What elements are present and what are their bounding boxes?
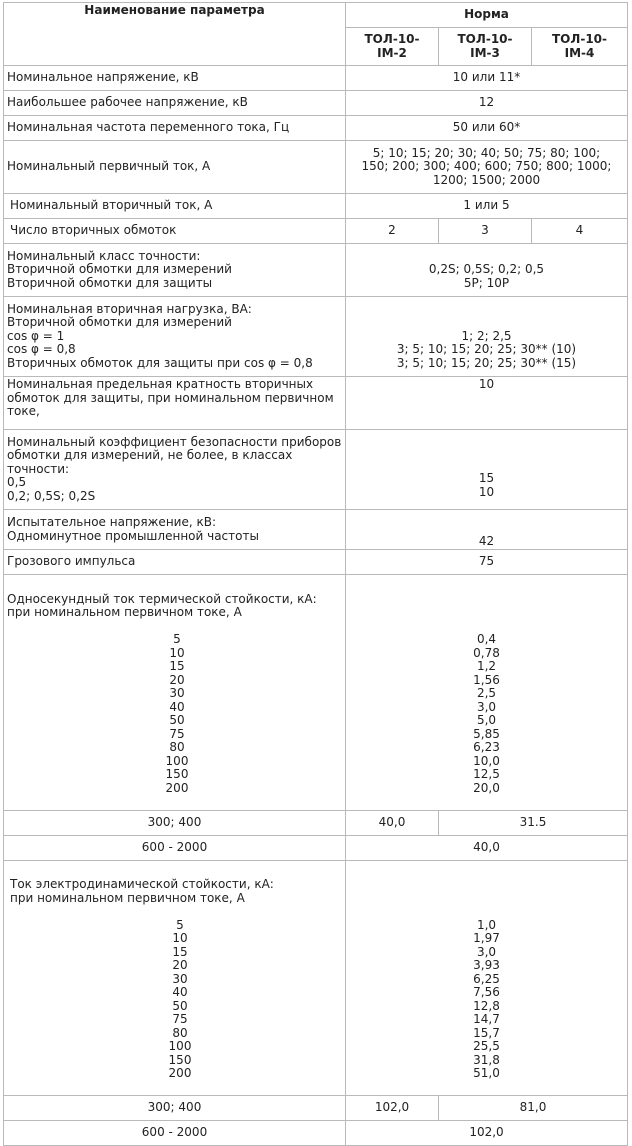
thermal-current-item: 50 [169, 713, 185, 727]
table-row [4, 297, 628, 377]
dynamic-current-item: 80 [172, 1025, 188, 1040]
row-value: 1 или 5 [346, 194, 628, 219]
row-label: Грозового импульса [4, 550, 346, 575]
dynamic-value-item: 14,7 [473, 1012, 500, 1026]
row-label: Номинальный класс точности: Вторичной обмотки для измерений Вторичной обмотки для защиты [4, 244, 346, 297]
row-value: 102,0 [346, 1121, 628, 1146]
row-label: Число вторичных обмоток [4, 219, 346, 244]
thermal-current-item: 75 [169, 726, 185, 741]
dynamic-value-item: 31,8 [473, 1052, 500, 1067]
table-row [4, 66, 628, 91]
row-value: 40,0 [346, 810, 439, 835]
thermal-current-item: 150 [165, 767, 189, 781]
row-value: 4 [532, 219, 628, 244]
row-value: 102,0 [346, 1096, 439, 1121]
table-row [4, 1121, 628, 1146]
thermal-values-list [349, 633, 624, 795]
param-header: Наименование параметра [4, 3, 346, 66]
row-value: 40,0 [346, 835, 628, 860]
row-label: 600 - 2000 [4, 1121, 346, 1146]
dynamic-current-item: 50 [172, 998, 188, 1013]
dynamic-current-item: 200 [168, 1066, 192, 1080]
thermal-value-item: 6,23 [473, 740, 500, 754]
row-label: 300; 400 [4, 1096, 346, 1121]
thermal-currents-list [7, 633, 342, 795]
thermal-value-item: 0,78 [473, 645, 500, 660]
row-value: 0,2S; 0,5S; 0,2; 0,5 5P; 10P [346, 244, 628, 297]
thermal-current-item: 10 [169, 645, 185, 660]
dynamic-value-item: 7,56 [473, 985, 500, 999]
thermal-value-item: 0,4 [476, 632, 497, 646]
row-value: 81,0 [439, 1096, 628, 1121]
model-im4: ТОЛ-10- IM-4 [532, 28, 628, 66]
thermal-value-item: 5,0 [476, 713, 497, 727]
table-row [4, 1096, 628, 1121]
thermal-current-item: 200 [165, 780, 189, 795]
table-row [4, 810, 628, 835]
thermal-value-item: 1,56 [473, 672, 500, 687]
table-row [4, 194, 628, 219]
row-value: 10 [346, 377, 628, 430]
dynamic-values-cell [346, 860, 628, 1096]
dynamic-current-item: 100 [168, 1039, 192, 1053]
row-value: 1; 2; 2,5 3; 5; 10; 15; 20; 25; 30** (10) 3; 5; 10; 15; 20; 25; 30** (15) [346, 297, 628, 377]
row-value: 42 [346, 510, 628, 550]
model-im3: ТОЛ-10- IM-3 [439, 28, 532, 66]
dynamic-current-item: 40 [172, 985, 188, 999]
dynamic-currents-list [10, 919, 342, 1081]
row-label: Номинальная вторичная нагрузка, ВА: Вторичной обмотки для измерений cos φ = 1 cos φ = 0,8 Вторичных обмоток для защиты при cos φ = 0,8 [4, 297, 346, 377]
table-row [4, 116, 628, 141]
dynamic-cell [4, 860, 346, 1096]
dynamic-value-item: 3,0 [476, 944, 497, 959]
model-im2: ТОЛ-10- IM-2 [346, 28, 439, 66]
row-value: 10 или 11* [346, 66, 628, 91]
thermal-value-item: 12,5 [473, 767, 500, 781]
row-value: 15 10 [346, 430, 628, 510]
thermal-value-item: 2,5 [476, 686, 497, 700]
thermal-current-item: 15 [169, 659, 185, 673]
dynamic-value-item: 15,7 [473, 1025, 500, 1040]
norm-header: Норма [346, 3, 628, 28]
row-value: 31.5 [439, 810, 628, 835]
thermal-value-item: 5,85 [473, 726, 500, 741]
row-value: 12 [346, 91, 628, 116]
row-label: Номинальный коэффициент безопасности приборов обмотки для измерений, не более, в классах точности: 0,5 0,2; 0,5S; 0,2S [4, 430, 346, 510]
dynamic-value-item: 25,5 [473, 1039, 500, 1053]
dynamic-current-item: 10 [172, 931, 188, 945]
thermal-value-item: 1,2 [476, 659, 497, 673]
dynamic-current-item: 30 [172, 971, 188, 986]
table-row [4, 91, 628, 116]
row-value: 75 [346, 550, 628, 575]
thermal-value-item: 20,0 [473, 780, 500, 795]
dynamic-label: Ток электродинамической стойкости, кА: при номинальном первичном токе, А [10, 877, 274, 905]
dynamic-current-item: 5 [176, 917, 184, 932]
dynamic-value-item: 1,97 [473, 931, 500, 945]
dynamic-current-item: 15 [172, 944, 188, 959]
dynamic-value-item: 12,8 [473, 998, 500, 1013]
table-row [4, 219, 628, 244]
thermal-row [4, 575, 628, 811]
table-row [4, 835, 628, 860]
row-label: Наибольшее рабочее напряжение, кВ [4, 91, 346, 116]
row-value: 2 [346, 219, 439, 244]
thermal-current-item: 20 [169, 672, 185, 687]
row-label: 300; 400 [4, 810, 346, 835]
dynamic-value-item: 3,93 [473, 958, 500, 972]
row-label: Испытательное напряжение, кВ: Одноминутное промышленной частоты [4, 510, 346, 550]
table-row [4, 430, 628, 510]
dynamic-value-item: 51,0 [473, 1066, 500, 1080]
thermal-value-item: 3,0 [476, 699, 497, 714]
table-row [4, 244, 628, 297]
dynamic-values-list [349, 919, 624, 1081]
header-row [4, 3, 628, 28]
row-label: Номинальная частота переменного тока, Гц [4, 116, 346, 141]
dynamic-value-item: 6,25 [473, 971, 500, 986]
thermal-current-item: 30 [169, 686, 185, 700]
thermal-current-item: 80 [169, 740, 185, 754]
spec-table [3, 2, 628, 1146]
thermal-label: Односекундный ток термической стойкости, кА: при номинальном первичном токе, А [7, 591, 317, 619]
table-row [4, 377, 628, 430]
row-label: Номинальный первичный ток, А [4, 141, 346, 194]
table-row [4, 510, 628, 550]
thermal-value-item: 10,0 [473, 753, 500, 768]
thermal-cell [4, 575, 346, 811]
thermal-current-item: 40 [169, 699, 185, 714]
dynamic-current-item: 75 [172, 1012, 188, 1026]
row-label: 600 - 2000 [4, 835, 346, 860]
row-label: Номинальное напряжение, кВ [4, 66, 346, 91]
row-label: Номинальный вторичный ток, А [4, 194, 346, 219]
thermal-values-cell [346, 575, 628, 811]
dynamic-current-item: 20 [172, 958, 188, 972]
row-value: 50 или 60* [346, 116, 628, 141]
table-row [4, 550, 628, 575]
row-value: 5; 10; 15; 20; 30; 40; 50; 75; 80; 100; 150; 200; 300; 400; 600; 750; 800; 1000; 1200; 1500; 2000 [346, 141, 628, 194]
row-value: 3 [439, 219, 532, 244]
thermal-current-item: 5 [173, 632, 181, 646]
dynamic-value-item: 1,0 [476, 917, 497, 932]
thermal-current-item: 100 [165, 753, 189, 768]
row-label: Номинальная предельная кратность вторичных обмоток для защиты, при номинальном первичном токе, [4, 377, 346, 430]
dynamic-current-item: 150 [168, 1052, 192, 1067]
dynamic-row [4, 860, 628, 1096]
table-row [4, 141, 628, 194]
